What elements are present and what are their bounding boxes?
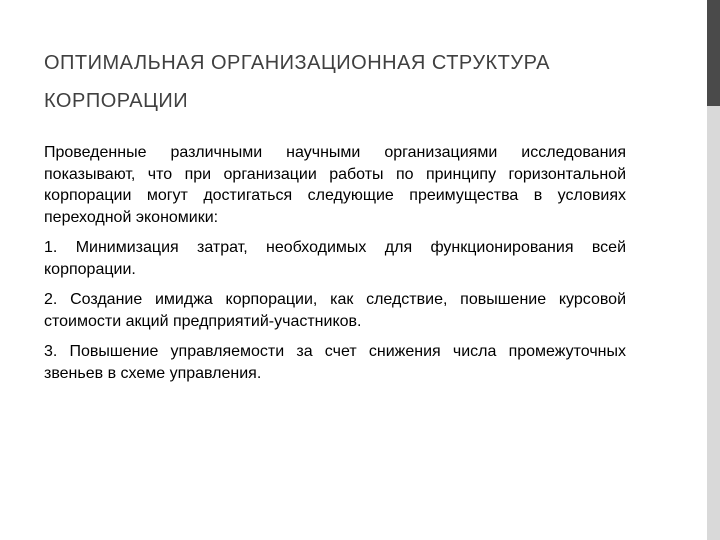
slide-title <box>44 44 684 120</box>
list-item-1: 1. Минимизация затрат, необходимых для функционирования всей корпорации. <box>44 239 626 278</box>
list-item-3: 3. Повышение управляемости за счет снижения числа промежуточных звеньев в схеме управления. <box>44 343 626 382</box>
slide-body <box>44 142 626 393</box>
slide-title-text: ОПТИМАЛЬНАЯ ОРГАНИЗАЦИОННАЯ СТРУКТУРА КОРПОРАЦИИ <box>44 52 550 112</box>
list-item-2: 2. Создание имиджа корпорации, как следствие, повышение курсовой стоимости акций предприятий-участников. <box>44 291 626 330</box>
intro-paragraph: Проведенные различными научными организациями исследования показывают, что при организации работы по принципу горизонтальной корпорации могут достигаться следующие преимущества в условиях переходной экономики: <box>44 144 626 226</box>
right-edge-accent <box>707 0 720 106</box>
